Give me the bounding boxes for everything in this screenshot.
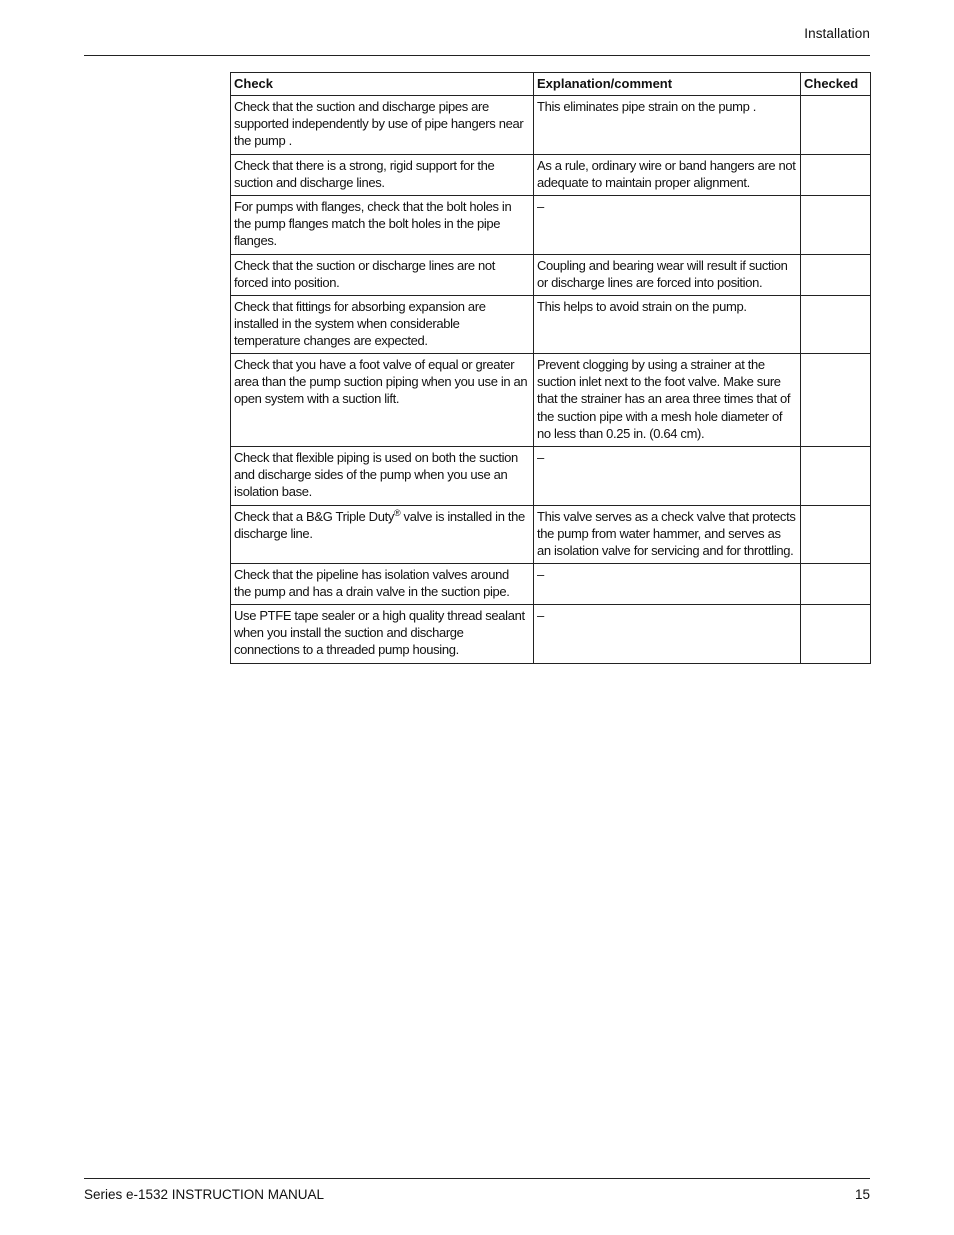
registered-mark: ® xyxy=(394,508,401,518)
check-cell xyxy=(231,96,534,155)
check-cell xyxy=(231,564,534,605)
checked-cell xyxy=(801,155,871,196)
checked-cell xyxy=(801,447,871,506)
table-row xyxy=(231,447,871,506)
explanation-cell xyxy=(534,255,801,296)
table-row xyxy=(231,605,871,664)
checked-cell xyxy=(801,564,871,605)
installation-checklist-table xyxy=(230,72,871,664)
explanation-text: This eliminates pipe strain on the pump . xyxy=(537,99,757,114)
check-text: Check that the pipeline has isolation valves around the pump and has a drain valve in the suction pipe. xyxy=(234,567,510,600)
explanation-text: Coupling and bearing wear will result if suction or discharge lines are forced into position. xyxy=(537,258,788,291)
installation-checklist-table-container xyxy=(230,72,870,664)
footer-divider xyxy=(84,1178,870,1179)
header-divider xyxy=(84,55,870,56)
table-row xyxy=(231,564,871,605)
check-cell xyxy=(231,447,534,506)
check-text: Check that you have a foot valve of equal or greater area than the pump suction piping when you use in an open system with a suction lift. xyxy=(234,357,528,407)
checked-cell xyxy=(801,255,871,296)
check-text: Check that the suction and discharge pipes are supported independently by use of pipe hangers near the pump . xyxy=(234,99,524,149)
check-cell xyxy=(231,296,534,354)
check-text: Use PTFE tape sealer or a high quality thread sealant when you install the suction and discharge connections to a threaded pump housing. xyxy=(234,608,525,658)
footer-page-number: 15 xyxy=(854,1187,870,1202)
explanation-text: – xyxy=(537,450,544,465)
explanation-cell xyxy=(534,96,801,155)
checked-cell xyxy=(801,506,871,564)
explanation-text: – xyxy=(537,608,544,623)
explanation-text: – xyxy=(537,567,544,582)
explanation-cell xyxy=(534,155,801,196)
check-text: For pumps with flanges, check that the bolt holes in the pump flanges match the bolt holes in the pipe flanges. xyxy=(234,199,512,249)
explanation-cell xyxy=(534,354,801,447)
explanation-text: This helps to avoid strain on the pump. xyxy=(537,299,747,314)
table-row xyxy=(231,155,871,196)
table-row xyxy=(231,255,871,296)
checked-cell xyxy=(801,196,871,255)
explanation-cell xyxy=(534,296,801,354)
footer-manual-title: Series e-1532 INSTRUCTION MANUAL xyxy=(84,1187,325,1202)
explanation-text: This valve serves as a check valve that protects the pump from water hammer, and serves as an isolation valve for servicing and for throttling. xyxy=(537,509,796,559)
check-cell xyxy=(231,506,534,564)
column-header-check: Check xyxy=(231,73,534,96)
running-header-section: Installation xyxy=(804,26,870,41)
table-row xyxy=(231,506,871,564)
column-header-explanation: Explanation/comment xyxy=(534,73,801,96)
check-cell xyxy=(231,605,534,664)
checked-cell xyxy=(801,605,871,664)
check-text-before: Check that a B&G Triple Duty xyxy=(234,509,394,524)
check-text: Check that the suction or discharge lines are not forced into position. xyxy=(234,258,496,291)
check-text: Check that fittings for absorbing expansion are installed in the system when considerable temperature changes are expected. xyxy=(234,299,486,349)
table-row xyxy=(231,196,871,255)
table-row xyxy=(231,96,871,155)
check-cell xyxy=(231,196,534,255)
check-cell xyxy=(231,354,534,447)
table-row xyxy=(231,296,871,354)
explanation-text: As a rule, ordinary wire or band hangers are not adequate to maintain proper alignment. xyxy=(537,158,796,191)
checked-cell xyxy=(801,354,871,447)
explanation-text: – xyxy=(537,199,544,214)
checked-cell xyxy=(801,296,871,354)
check-cell xyxy=(231,255,534,296)
check-text xyxy=(234,508,529,542)
explanation-cell xyxy=(534,605,801,664)
explanation-cell xyxy=(534,506,801,564)
explanation-cell xyxy=(534,447,801,506)
table-header-row xyxy=(231,73,871,96)
column-header-checked: Checked xyxy=(801,73,871,96)
explanation-text: Prevent clogging by using a strainer at the suction inlet next to the foot valve. Make sure that the strainer has an area three times that of the suction pipe with a mesh hole diameter of no less than 0.25 in. (0.64 cm). xyxy=(537,357,791,441)
check-text: Check that flexible piping is used on both the suction and discharge sides of the pump when you use an isolation base. xyxy=(234,450,518,500)
table-row xyxy=(231,354,871,447)
checked-cell xyxy=(801,96,871,155)
explanation-cell xyxy=(534,196,801,255)
explanation-cell xyxy=(534,564,801,605)
check-cell xyxy=(231,155,534,196)
check-text-after: valve is installed in the discharge line. xyxy=(234,509,525,542)
check-text: Check that there is a strong, rigid support for the suction and discharge lines. xyxy=(234,158,495,191)
